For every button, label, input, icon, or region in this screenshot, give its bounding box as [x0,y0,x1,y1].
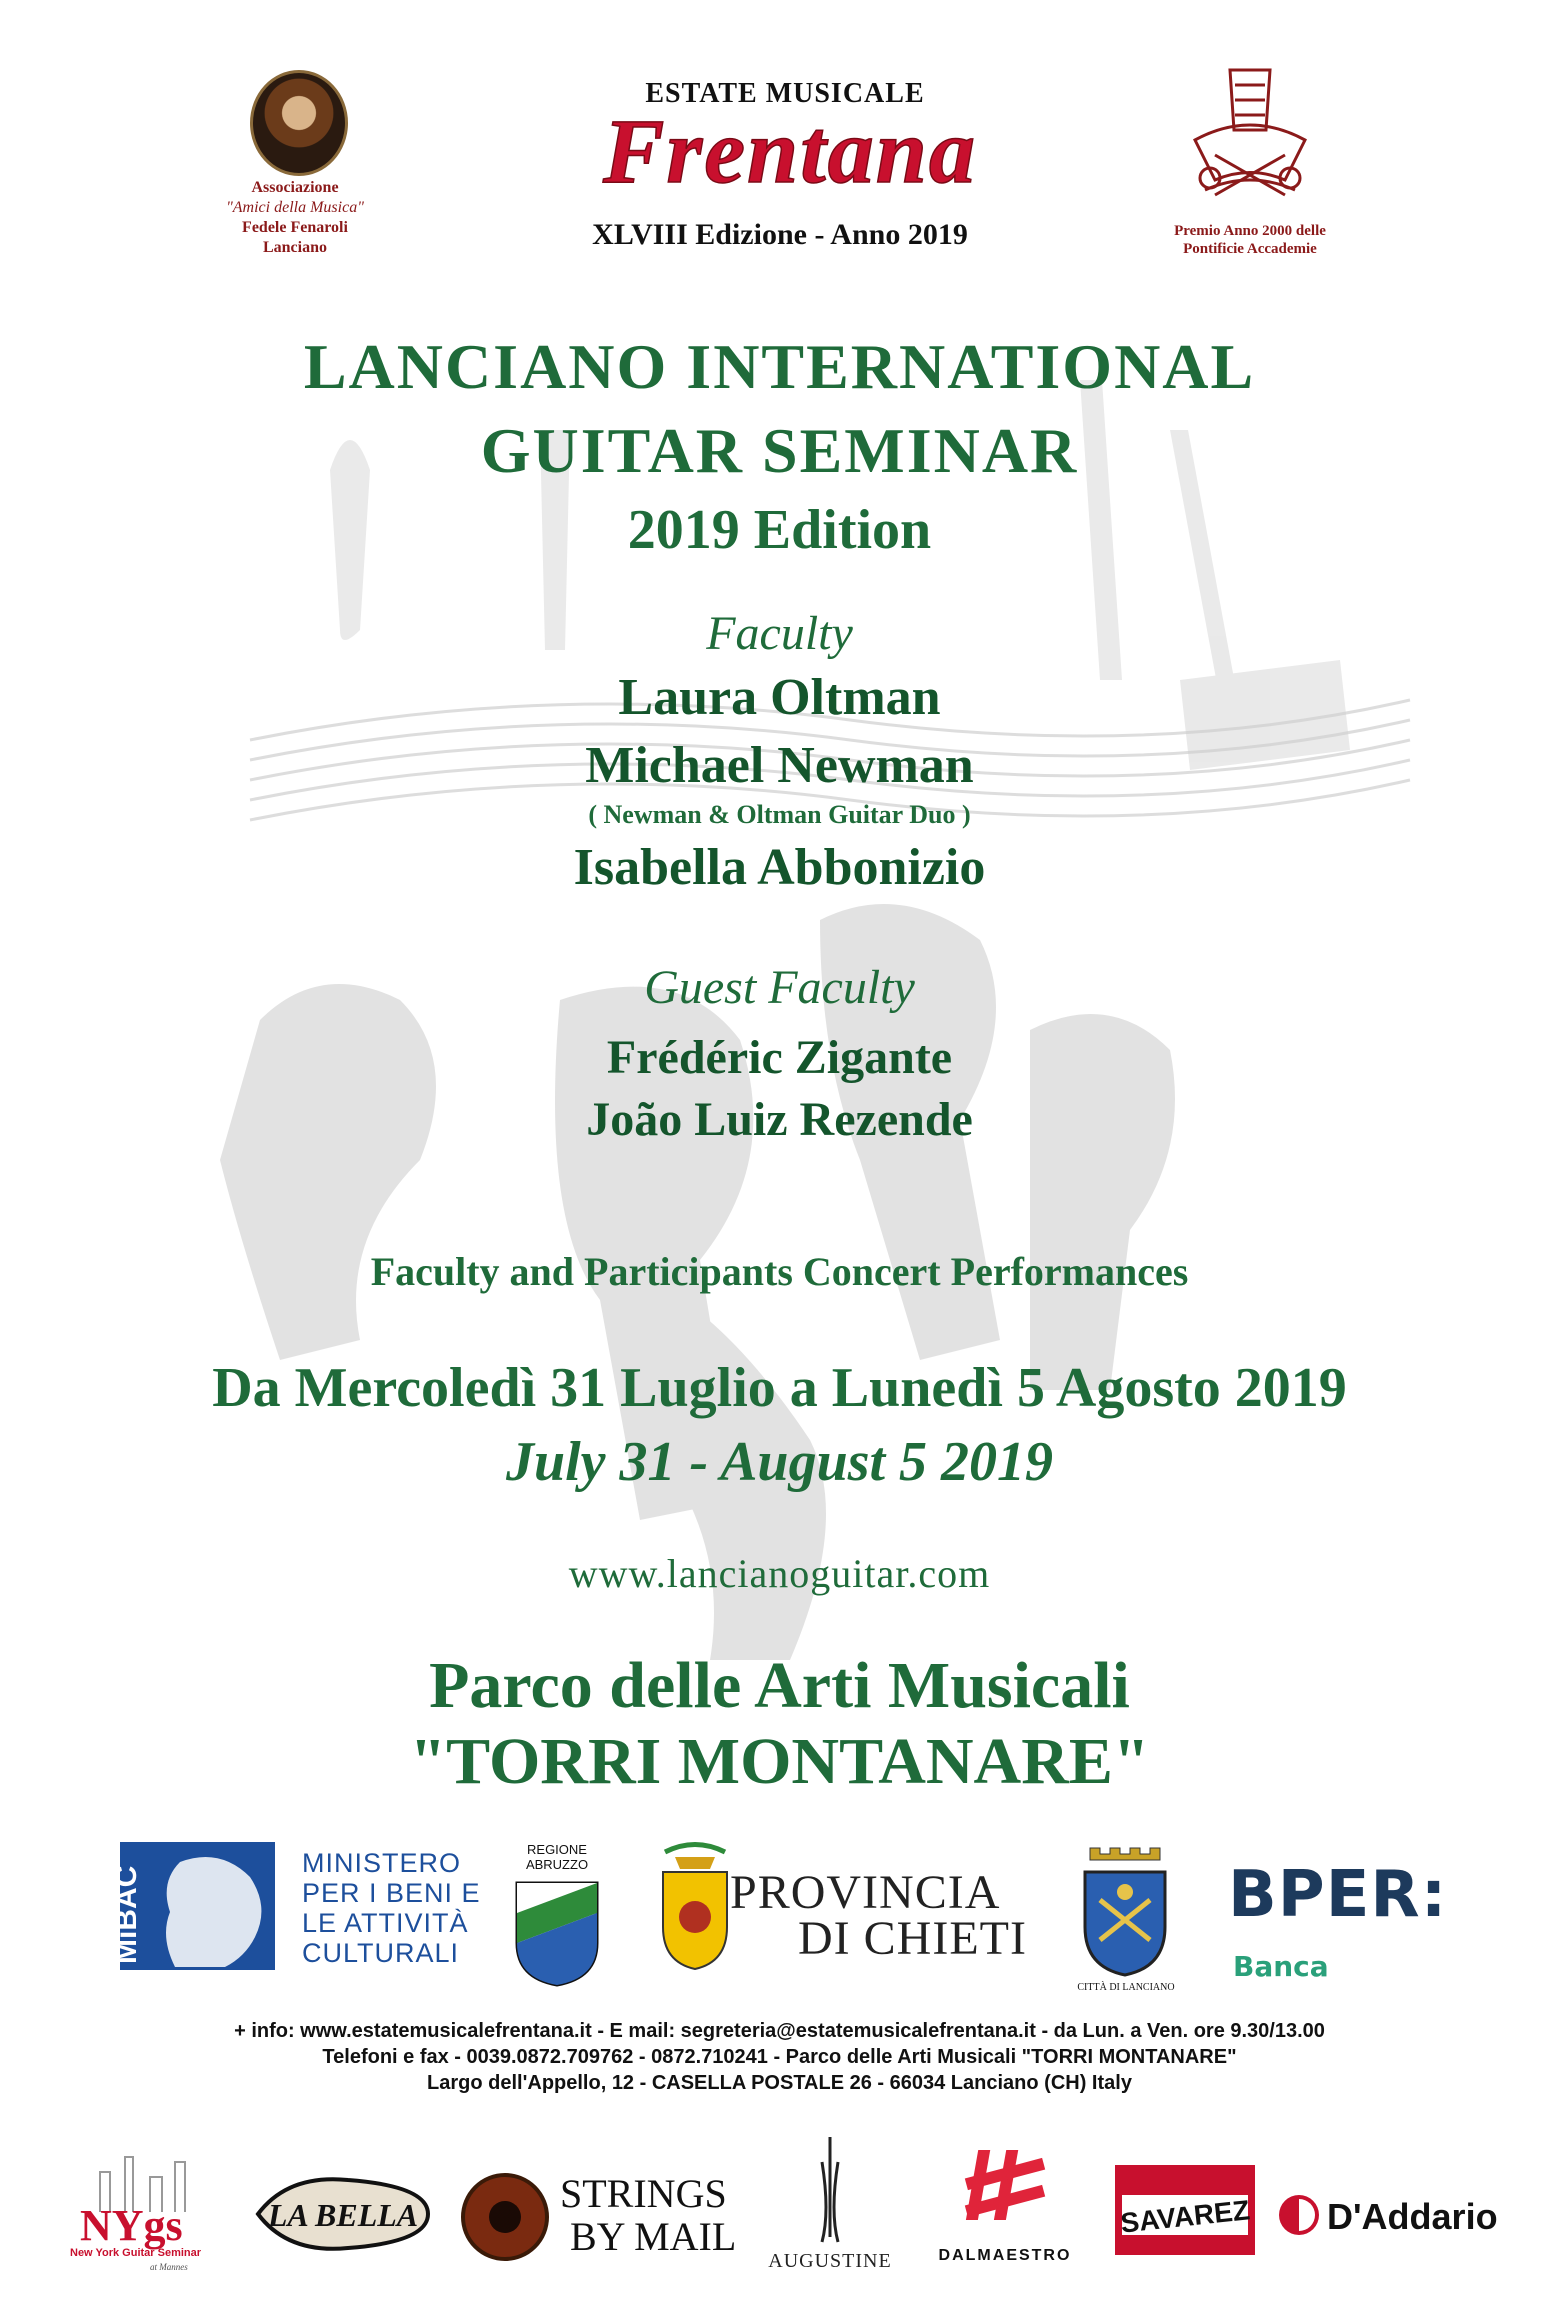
mibac-ministry-text [302,1848,522,1968]
website-link[interactable]: www.lancianoguitar.com [568,1551,991,1596]
nygs-caption: New York Guitar Seminar [70,2247,202,2259]
contact-line1: + info: www.estatemusicalefrentana.it - E mail: segreteria@estatemusicalefrentana.it - da Lun. a Ven. ore 9.30/13.00 [234,2020,1325,2042]
bper-banca-text: Banca [1233,1950,1329,1983]
daddario-text: D'Addario [1327,2196,1498,2237]
dalmaestro-text: DALMAESTRO [938,2247,1072,2264]
venue-line2: "TORRI MONTANARE" [409,1725,1150,1798]
abruzzo-line: ABRUZZO [525,1857,589,1872]
labella-logo [248,2170,438,2258]
abruzzo-line: REGIONE [527,1842,587,1857]
guest-faculty-member: João Luiz Rezende [586,1093,973,1146]
strings-line1: STRINGS [560,2171,727,2216]
mibac-line: PER I BENI E [302,1878,481,1908]
papal-crest-icon [1175,60,1325,210]
award-label [1120,222,1380,258]
provincia-chieti-shield-icon [655,1842,735,1972]
title-line2: GUITAR SEMINAR [480,415,1079,486]
faculty-member: Michael Newman [585,737,974,794]
title-line1: LANCIANO INTERNATIONAL [303,331,1256,402]
contact-line3: Largo dell'Appello, 12 - CASELLA POSTALE 26 - 66034 Lanciano (CH) Italy [427,2072,1132,2094]
savarez-text: SAVAREZ [1119,2194,1252,2239]
association-line2: "Amici della Musica" [226,199,364,216]
festival-label: ESTATE MUSICALE [645,78,925,109]
edition-label: XLVIII Edizione - Anno 2019 [592,218,968,251]
award-line2: Pontificie Accademie [1183,241,1317,257]
frentana-logo-text: Frentana [603,100,977,202]
association-line1: Associazione [251,179,339,196]
mibac-line: CULTURALI [302,1938,460,1968]
augustine-text: AUGUSTINE [768,2250,892,2272]
frentana-logo [470,100,1110,210]
faculty-label: Faculty [706,607,853,660]
dates-english: July 31 - August 5 2019 [505,1431,1054,1493]
title-line3: 2019 Edition [627,499,932,561]
guest-faculty-label: Guest Faculty [644,961,915,1014]
nygs-sub: at Mannes [150,2262,188,2272]
association-line3: Fedele Fenaroli [242,219,348,236]
mibac-logo [110,1842,275,1970]
dalmaestro-logo [920,2140,1090,2275]
lanciano-label: CITTÀ DI LANCIANO [1077,1982,1175,1993]
strings-by-mail-logo [460,2162,740,2272]
lanciano-crest-icon [1070,1840,1180,1980]
mibac-line: LE ATTIVITÀ [302,1908,469,1938]
association-line4: Lanciano [262,239,327,256]
dates-italian: Da Mercoledì 31 Luglio a Lunedì 5 Agosto 2019 [212,1357,1347,1419]
concerts-line: Faculty and Participants Concert Performances [370,1249,1189,1294]
mibac-logo-text: MiBAC [110,1865,143,1964]
faculty-member: Laura Oltman [618,669,941,726]
provincia-line: DI CHIETI [798,1912,1027,1965]
bper-logo-text: BPER: [1228,1858,1448,1932]
award-line1: Premio Anno 2000 delle [1174,223,1326,239]
guest-faculty-member: Frédéric Zigante [606,1031,953,1084]
mibac-line: MINISTERO [302,1848,462,1878]
association-name [170,178,420,258]
regione-abruzzo-label [512,1842,602,1872]
strings-line2: BY MAIL [570,2214,737,2259]
augustine-logo [760,2132,900,2277]
venue-line1: Parco delle Arti Musicali [429,1649,1130,1722]
abruzzo-shield-icon [512,1878,602,1988]
provincia-line: PROVINCIA [730,1866,1001,1919]
nygs-logo [70,2132,230,2272]
savarez-logo [1110,2160,1260,2260]
contact-line2: Telefoni e fax - 0039.0872.709762 - 0872.710241 - Parco delle Arti Musicali "TORRI MONTANARE" [322,2046,1237,2068]
faculty-member: Isabella Abbonizio [573,839,986,896]
duo-note: ( Newman & Oltman Guitar Duo ) [588,800,971,829]
daddario-logo [1275,2185,1505,2245]
labella-text: LA BELLA [267,2197,419,2233]
nygs-mark: NYgs [80,2201,183,2250]
fenaroli-portrait [250,70,348,176]
provincia-chieti-text [730,1866,1050,1965]
